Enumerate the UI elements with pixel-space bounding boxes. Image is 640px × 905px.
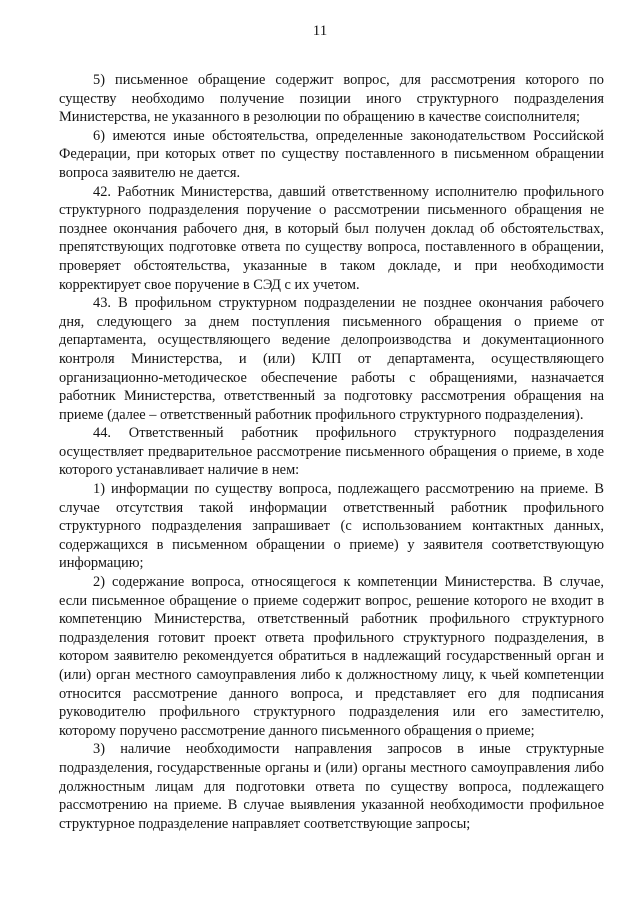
paragraph-clause-44: 44. Ответственный работник профильного структурного подразделения осуществляет предварительное рассмотрение письменного обращения о приеме, в ходе которого устанавливает наличие в нем: xyxy=(59,425,604,479)
paragraph-subitem-3: 3) наличие необходимости направления запросов в иные структурные подразделения, государственные органы и (или) органы местного самоуправления либо должностным лицам для подготовки ответа по существу вопроса, подлежащего рассмотрению на приеме. В случае выявления указанной необходимости профильное структурное подразделение направляет соответствующие запросы; xyxy=(59,741,604,832)
paragraph-clause-43: 43. В профильном структурном подразделении не позднее окончания рабочего дня, следующего за днем поступления письменного обращения о приеме от департамента, осуществляющего ведение делопроизводства и документационного контроля Министерства, и (или) КЛП от департамента, осуществляющего организационно-методическое обеспечение работы с обращениями, назначается работник Министерства, ответственный за подготовку рассмотрения обращения на приеме (далее – ответственный работник профильного структурного подразделения). xyxy=(59,295,604,423)
paragraph-subitem-1: 1) информации по существу вопроса, подлежащего рассмотрению на приеме. В случае отсутствия такой информации ответственный работник профильного структурного подразделения запрашивает (с использованием контактных данных, содержащихся в письменном обращении о приеме) у заявителя соответствующую информацию; xyxy=(59,481,604,572)
paragraph-item-5: 5) письменное обращение содержит вопрос, для рассмотрения которого по существу необходимо получение позиции иного структурного подразделения Министерства, не указанного в резолюции по обращению в качестве соисполнителя; xyxy=(59,72,604,126)
page-number: 11 xyxy=(312,23,328,39)
paragraph-item-6: 6) имеются иные обстоятельства, определенные законодательством Российской Федерации, при которых ответ по существу поставленного в письменном обращении вопроса заявителю не дается. xyxy=(59,127,604,181)
paragraph-clause-42: 42. Работник Министерства, давший ответственному исполнителю профильного структурного подразделения поручение о рассмотрении письменного обращения не позднее окончания рабочего дня, в который был получен доклад об обстоятельствах, препятствующих подготовке ответа по существу вопроса, поставленного в обращении, проверяет обстоятельства, указанные в таком докладе, и при необходимости корректирует свое поручение в СЭД с их учетом. xyxy=(59,183,604,293)
document-body xyxy=(59,71,604,833)
paragraph-subitem-2: 2) содержание вопроса, относящегося к компетенции Министерства. В случае, если письменное обращение о приеме содержит вопрос, решение которого не входит в компетенцию Министерства, ответственный работник профильного структурного подразделения готовит проект ответа профильного структурного подразделения, в котором заявителю рекомендуется обратиться в надлежащий государственный орган и (или) орган местного самоуправления либо к должностному лицу, к чьей компетенции относится рассмотрение данного вопроса, и представляет его для подписания руководителю профильного структурного подразделения или его заместителю, которому поручено рассмотрение данного письменного обращения о приеме; xyxy=(59,574,604,739)
